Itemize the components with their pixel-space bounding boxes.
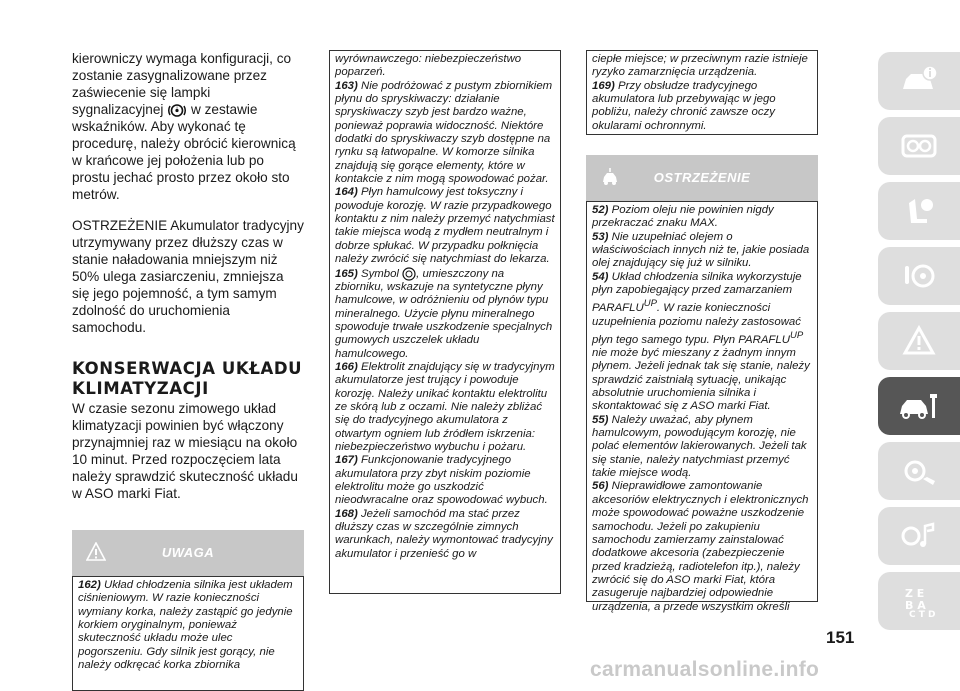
note-text: Należy uważać, aby płynem hamulcowym, powodującym korozję, nie polać elementów lakierowanych. Jeżeli tak się stanie, należy natychmiast przemyć takie miejsce wodą. xyxy=(592,413,807,480)
key-steering-icon xyxy=(897,258,941,294)
note-number: 168) xyxy=(335,507,358,520)
steering-text-part1: kierowniczy wymaga konfiguracji, co zostanie zasygnalizowane przez zaświecenie się lampki sygnalizacyjnej xyxy=(72,51,292,117)
note-text: Przy obsłudze tradycyjnego akumulatora lub przebywając w jego pobliżu, należy chronić zawsze oczy okularami ochronnymi. xyxy=(592,79,776,132)
tab-multimedia[interactable] xyxy=(878,507,960,565)
continued-text: wyrównawczego: niebezpieczeństwo poparzeń. xyxy=(335,53,522,79)
note-54 xyxy=(592,271,812,414)
watermark: carmanualsonline.info xyxy=(590,658,820,681)
uwaga-box xyxy=(72,530,304,691)
heading-line-1: KONSERWACJA UKŁADU xyxy=(72,359,303,378)
tab-safety[interactable] xyxy=(878,182,960,240)
note-text: Układ chłodzenia silnika jest układem ciśnieniowym. W razie konieczności wymiany korka, należy zastąpić go jedynie korkiem oryginalnym, ponieważ skuteczność układu może ulec pogorszeniu. Gdy silnik jest gorący, nie należy odkręcać korka zbiornika xyxy=(78,579,293,672)
page-number: 151 xyxy=(826,628,855,647)
svg-text:B A: B A xyxy=(905,599,926,612)
note-text: Elektrolit znajdujący się w tradycyjnym akumulatorze jest trujący i powoduje korozję. Należy unikać kontaktu elektrolitu ze skórą lub z oczami. Nie należy zbliżać się do tradycyjnego akumulatora z otwartym ogniem lub źródłem iskrzenia: niebezpieczeństwo wybuchu i pożaru. xyxy=(335,360,555,453)
music-icon xyxy=(897,518,941,554)
tab-getting-to-know[interactable] xyxy=(878,52,960,110)
note-number: 53) xyxy=(592,230,609,243)
note-55 xyxy=(592,414,812,481)
uwaga-title: UWAGA xyxy=(161,545,215,560)
note-text: Poziom oleju nie powinien nigdy przekraczać znaku MAX. xyxy=(592,204,774,230)
brake-fluid-symbol-icon xyxy=(402,267,416,281)
dashboard-icon xyxy=(897,128,941,164)
tab-servicing-maintenance[interactable] xyxy=(878,377,960,435)
note-text: Funkcjonowanie tradycyjnego akumulatora przy zbyt niskim poziomie elektrolitu może go uszkodzić nieodwracalne oraz spowodować wybuch. xyxy=(335,454,548,507)
tab-dashboard[interactable] xyxy=(878,117,960,175)
continued-text: ciepłe miejsce; w przeciwnym razie istnieje ryzyko zamarznięcia urządzenia. xyxy=(592,53,808,79)
uwaga-band xyxy=(72,530,304,576)
ostrzezenie-content xyxy=(586,201,818,613)
note-163 xyxy=(335,80,555,187)
note-169 xyxy=(592,80,812,133)
note-text: , umieszczony na zbiorniku, wskazuje na syntetyczne płyny hamulcowe, w odróżnieniu od płynów typu mineralnego. Użycie płynu mineralnego spowoduje trwałe uszkodzenie specjalnych gumowych uszczelek układu hamulcowego. xyxy=(335,267,553,360)
note-number: 54) xyxy=(592,270,609,283)
note-text: Układ chłodzenia silnika wykorzystuje płyn zapobiegający przed zamarzaniem PARAFLU xyxy=(592,270,802,315)
note-number: 56) xyxy=(592,480,609,493)
uwaga-content xyxy=(72,576,304,691)
note-number: 55) xyxy=(592,413,609,426)
uwaga-continued-box-2 xyxy=(586,50,818,135)
note-number: 162) xyxy=(78,579,101,591)
note-number: 166) xyxy=(335,360,358,373)
note-text: . W razie konieczności uzupełnienia poziomu należy zastosować płyn tego samego typu. Płyn PARAFLU xyxy=(592,302,801,346)
svg-text:C T D: C T D xyxy=(909,610,936,619)
section-heading xyxy=(72,360,304,398)
column-2 xyxy=(329,50,561,594)
note-166 xyxy=(335,361,555,454)
note-number: 163) xyxy=(335,79,358,92)
note-168 xyxy=(335,508,555,561)
note-text: nie może być mieszany z żadnym innym płynem. Jeżeli jednak tak się stanie, należy sprawdzić zaistniałą sytuację, unikając absolutnie uruchomienia silnika i skontaktować się z ASO marki Fiat. xyxy=(592,347,810,413)
ac-maintenance-text: W czasie sezonu zimowego układ klimatyzacji powinien być włączony przynajmniej raz w miesiącu na około 10 minut. Przed rozpoczęciem lata należy sprawdzić skuteczność układu w ASO marki Fiat. xyxy=(72,401,298,501)
note-text: Nie uzupełniać olejem o właściwościach innych niż te, jakie posiada olej znajdujący się już w silniku. xyxy=(592,230,810,270)
airbag-seat-icon xyxy=(897,193,941,229)
info-car-icon xyxy=(897,63,941,99)
svg-text:!: ! xyxy=(176,104,178,110)
note-text: Nie podróżować z pustym zbiornikiem płynu do spryskiwaczy: działanie spryskiwaczy szyb jest bardzo ważne, ponieważ poprawia widoczność. Niektóre dodatki do spryskiwaczy szyb dostępne na rynku są łatwopalne. W komorze silnika znajdują się gorące elementy, które w kontakcie z nim mogą spowodować pożar. xyxy=(335,79,553,186)
note-text: Symbol xyxy=(357,267,403,280)
note-164 xyxy=(335,186,555,266)
note-number: 165) xyxy=(335,267,358,280)
tab-index[interactable] xyxy=(878,572,960,630)
alphabet-index-icon xyxy=(897,583,941,619)
column-3 xyxy=(586,50,818,613)
note-text: Nieprawidłowe zamontowanie akcesoriów elektrycznych i elektronicznych może spowodować poważne uszkodzenie samochodu. Jeżeli po zakupieniu samochodu zamierzamy zainstalować dodatkowe akcesoria (zabezpieczenie przed kradzieżą, radiotelefon itp.), należy zwrócić się do ASO marki Fiat, która zasugeruje najbardziej odpowiednie urządzenia, a przede wszystkim określi xyxy=(592,480,809,613)
uwaga-continued-box xyxy=(329,50,561,594)
note-167 xyxy=(335,454,555,507)
battery-warning-text: OSTRZEŻENIE Akumulator tradycyjny utrzymywany przez dłuższy czas w stanie naładowania mniejszym niż 50% ulega zasiarczeniu, zmniejsza się jego pojemność, a tym samym zdolność do uruchomienia samochodu. xyxy=(72,218,304,335)
note-number: 167) xyxy=(335,454,358,467)
note-56 xyxy=(592,480,812,613)
note-number: 169) xyxy=(592,79,615,92)
tab-technical-data[interactable] xyxy=(878,442,960,500)
specs-gears-icon xyxy=(897,453,941,489)
note-53 xyxy=(592,231,812,271)
note-52 xyxy=(592,204,812,231)
steering-warning-icon xyxy=(167,104,187,117)
paraflu-superscript: UP xyxy=(789,329,804,341)
ostrzezenie-band xyxy=(586,155,818,201)
note-text: Płyn hamulcowy jest toksyczny i powoduje korozję. W razie przypadkowego kontaktu z nim należy przemyć natychmiast takie miejsca wodą z mydłem neutralnym i dobrze spłukać. W przypadku połknięcia należy zwrócić się natychmiast do lekarza. xyxy=(335,186,555,266)
note-number: 164) xyxy=(335,186,358,199)
warning-road-icon xyxy=(897,323,941,359)
column-1 xyxy=(72,50,304,691)
note-number: 52) xyxy=(592,204,609,216)
paraflu-superscript: UP xyxy=(643,298,657,310)
steering-text-part2: w zestawie wskaźników. Aby wykonać tę procedurę, należy obrócić kierownicą w krańcowe jej położenia lub po prostu jechać prosto przez około sto metrów. xyxy=(72,102,296,202)
note-165 xyxy=(335,267,555,361)
svg-text:Z E: Z E xyxy=(905,587,925,600)
ostrzezenie-box xyxy=(586,155,818,613)
note-text: Jeżeli samochód ma stać przez dłuższy czas w szczególnie zimnych warunkach, należy wymontować tradycyjny akumulator i przenieść go w xyxy=(335,507,553,560)
chapter-tabs xyxy=(878,52,960,637)
tab-emergency[interactable] xyxy=(878,312,960,370)
car-service-icon xyxy=(897,388,941,424)
heading-line-2: KLIMATYZACJI xyxy=(72,379,209,398)
tab-starting-driving[interactable] xyxy=(878,247,960,305)
steering-text xyxy=(72,50,304,203)
note-162 xyxy=(78,579,298,672)
ostrzezenie-title: OSTRZEŻENIE xyxy=(653,170,751,185)
